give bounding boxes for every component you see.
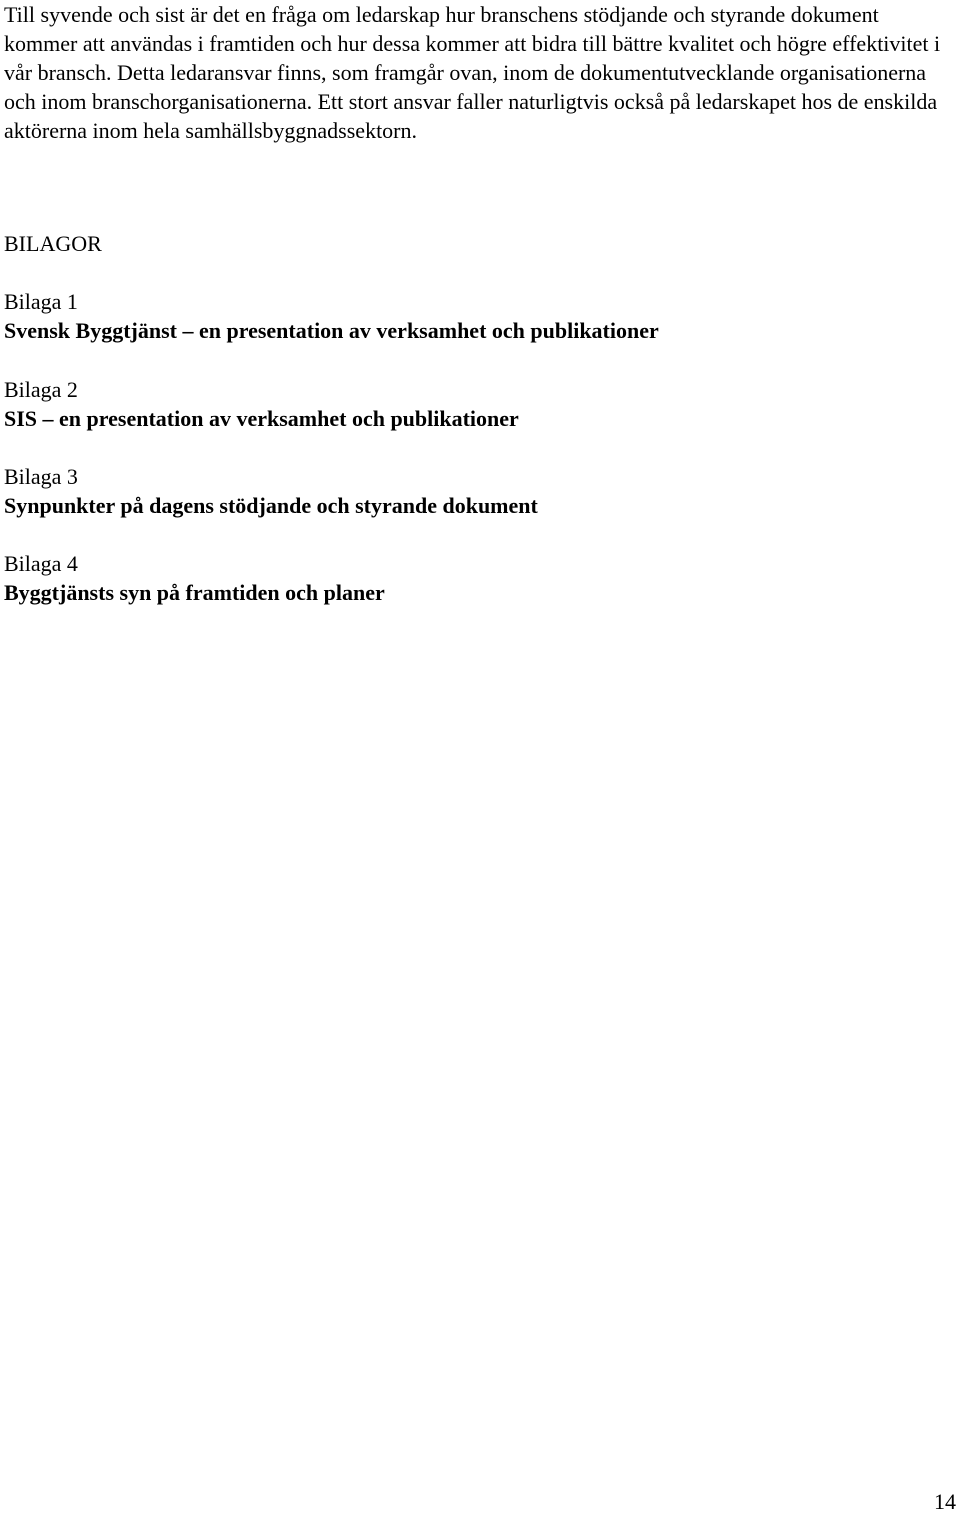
appendix-title: Synpunkter på dagens stödjande och styrande dokument	[4, 493, 538, 518]
appendix-title: Svensk Byggtjänst – en presentation av verksamhet och publikationer	[4, 318, 659, 343]
page-number: 14	[934, 1489, 956, 1514]
section-heading: BILAGOR	[4, 231, 102, 256]
appendix-item-2	[4, 375, 519, 433]
appendix-label: Bilaga 3	[4, 464, 78, 489]
appendix-label: Bilaga 2	[4, 377, 78, 402]
appendix-item-4	[4, 549, 385, 607]
appendix-label: Bilaga 4	[4, 551, 78, 576]
body-paragraph: Till syvende och sist är det en fråga om ledarskap hur branschens stödjande och styrande dokument kommer att användas i framtiden och hur dessa kommer att bidra till bättre kvalitet och högre effektivitet i vår bransch. Detta ledaransvar finns, som framgår ovan, inom de dokumentutvecklande organisationerna och inom branschorganisationerna. Ett stort ansvar faller naturligtvis också på ledarskapet hos de enskilda aktörerna inom hela samhällsbyggnadssektorn.	[4, 2, 941, 143]
document-page	[4, 0, 956, 605]
appendix-title: Byggtjänsts syn på framtiden och planer	[4, 580, 385, 605]
appendix-item-3	[4, 462, 538, 520]
appendix-item-1	[4, 287, 659, 345]
appendix-label: Bilaga 1	[4, 289, 78, 314]
appendix-title: SIS – en presentation av verksamhet och publikationer	[4, 406, 519, 431]
